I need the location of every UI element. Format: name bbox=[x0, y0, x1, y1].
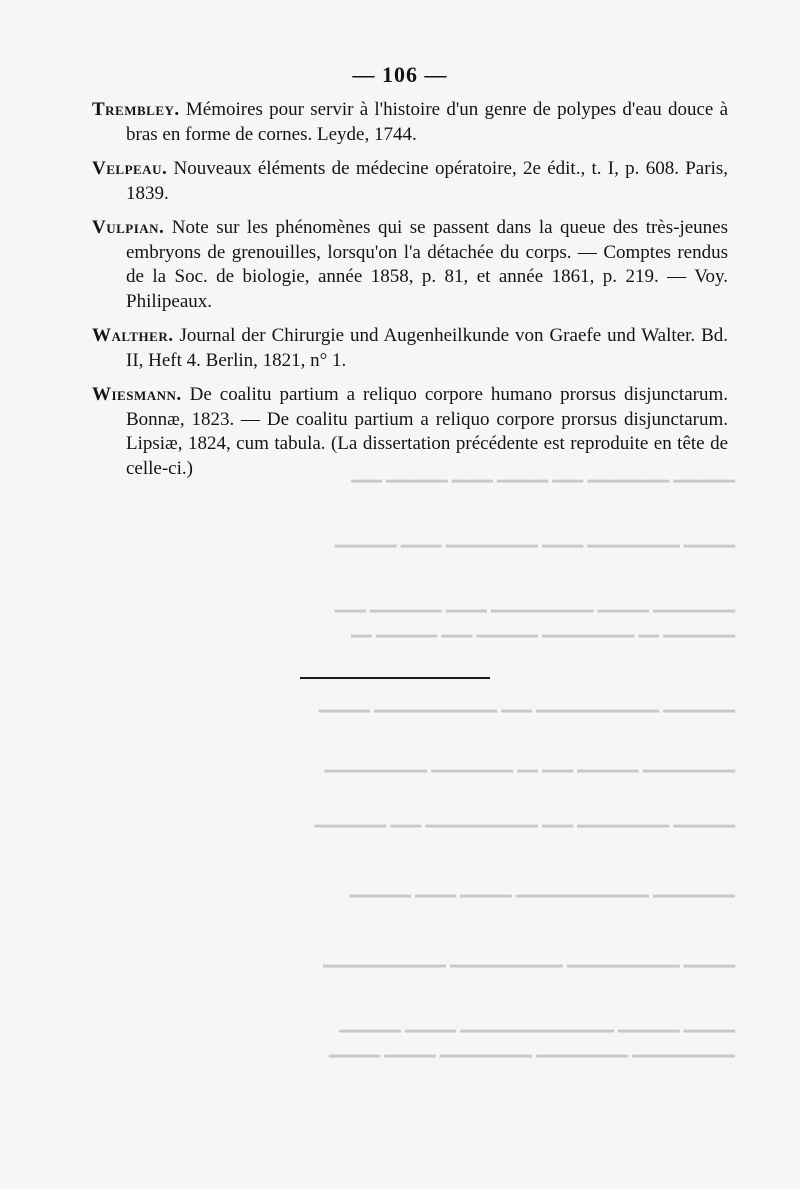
entry-author: Vulpian. bbox=[92, 217, 165, 238]
entry-text: Nouveaux éléments de médecine opératoire, 2e édit., t. I, p. 608. Paris, 1839. bbox=[126, 158, 728, 204]
entry-text: Mémoires pour servir à l'histoire d'un genre de polypes d'eau douce à bras en forme de cornes. Leyde, 1744. bbox=[126, 99, 728, 145]
document-page: ━━━━━━ ━━━━━━━━ ━━━ ━━━━━ ━━━━ ━━━━━━ ━━━ ━━━━━ ━━━━━━━━━ ━━━━ ━━━━━━━━━ ━━━━ ━━━━━━ ━━━━━━━━ ━━━━━ ━━━━━━━━━━ ━━━━ ━━━━━━━ ━━━ ━━━━━━━ ━━ ━━━━━━━━━ ━━━━━━ ━━━ ━━━━━━ ━━ ━━━━━━━ ━━━━━━━━━━━━ ━━━ ━━━━━━━━━━━━ ━━━━━ ━━━━━━━━━ ━━━━━━ ━━━ ━━ ━━━━━━━━ ━━━━━━━━━━ ━━━━━━ ━━━━━━━━━ ━━━ ━━━━━━━━━━━ ━━━ ━━━━━━━ ━━━━━━━━ ━━━━━━━━━━━━━ ━━━━━ ━━━━ ━━━━━━ ━━━━━ ━━━━━━━━━━━ ━━━━━━━━━━━ ━━━━━━━━━━━━ ━━━━━ ━━━━━━ ━━━━━━━━━━━━━━━ ━━━━━ ━━━━━━ ━━━━━━━━━━ ━━━━━━━━━ ━━━━━━━━━ ━━━━━ ━━━━━ — 106 — Trembley. Mémoires pour servir à l'histoire d'un genre de polypes d'eau douce à bras en forme de cornes. Leyde, 1744. Velpeau. Nouveaux éléments de médecine opératoire, 2e édit., t. I, p. 608. Paris, 1839. Vulpian. Note sur les phénomènes qui se passent dans la queue des très-jeunes embryons de grenouilles, lorsqu'on l'a détachée du corps. — Comptes rendus de la Soc. de biologie, année 1858, p. 81, et année 1861, p. 219. — Voy. Philipeaux. Walther. Journal der Chirurgie und Augenheilkunde von Graefe und Walter. Bd. II, Heft 4. Berlin, 1821, n° 1. Wiesmann. De coalitu partium a reliquo corpore humano prorsus disjunctarum. Bonnæ, 1823. — De coalitu partium a reliquo corpore prorsus disjunctarum. Lipsiæ, 1824, cum tabula. (La dissertation précédente est reproduite en tête de celle-ci.) bbox=[0, 0, 800, 1189]
bibliography-entry-wiesmann bbox=[92, 383, 728, 481]
entry-author: Wiesmann. bbox=[92, 384, 182, 405]
bibliography-entry-velpeau bbox=[92, 157, 728, 206]
bibliography-entry-walther bbox=[92, 324, 728, 373]
entry-text: Journal der Chirurgie und Augenheilkunde von Graefe und Walter. Bd. II, Heft 4. Berlin, 1821, n° 1. bbox=[126, 325, 728, 371]
entry-author: Trembley. bbox=[92, 99, 180, 120]
entry-author: Velpeau. bbox=[92, 158, 168, 179]
bibliography-entry-trembley bbox=[92, 98, 728, 147]
entry-author: Walther. bbox=[92, 325, 174, 346]
bibliography-entry-vulpian bbox=[92, 216, 728, 314]
entry-text: De coalitu partium a reliquo corpore humano prorsus disjunctarum. Bonnæ, 1823. — De coalitu partium a reliquo corpore prorsus disjunctarum. Lipsiæ, 1824, cum tabula. (La dissertation précédente est reproduite en tête de celle-ci.) bbox=[126, 384, 728, 479]
bibliography-list bbox=[92, 98, 728, 491]
page-number: — 106 — bbox=[352, 62, 448, 87]
entry-text: Note sur les phénomènes qui se passent dans la queue des très-jeunes embryons de grenouilles, lorsqu'on l'a détachée du corps. — Comptes rendus de la Soc. de biologie, année 1858, p. 81, et année 1861, p. 219. — Voy. Philipeaux. bbox=[126, 217, 728, 312]
closing-rule bbox=[300, 677, 490, 679]
